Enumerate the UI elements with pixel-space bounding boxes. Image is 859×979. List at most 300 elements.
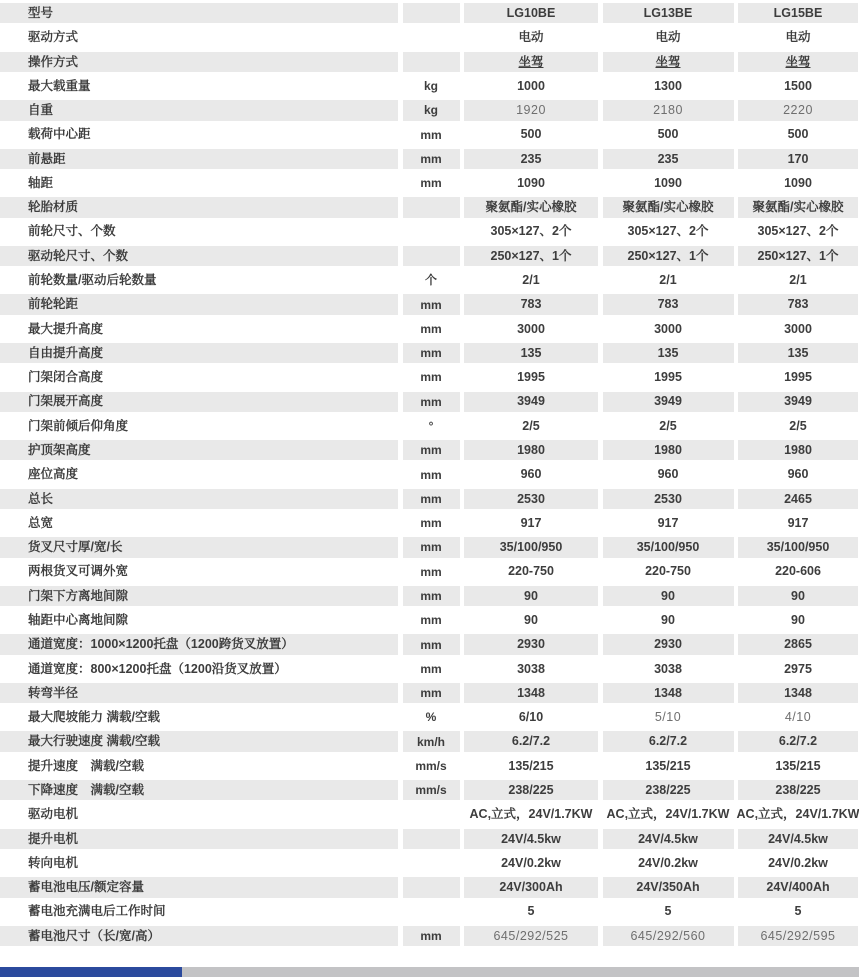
cell-text: mm/s bbox=[415, 783, 447, 798]
cell-text: ° bbox=[428, 418, 434, 433]
cell-text: 前轮尺寸、个数 bbox=[28, 224, 116, 239]
row-label bbox=[0, 634, 398, 654]
cell-text: 500 bbox=[657, 127, 679, 142]
cell-value bbox=[464, 561, 598, 581]
row-unit bbox=[403, 76, 460, 96]
cell-value bbox=[464, 659, 598, 679]
cell-text: 5/10 bbox=[654, 710, 682, 725]
cell-text: mm bbox=[420, 467, 442, 482]
cell-text: 135/215 bbox=[775, 758, 821, 773]
cell-text: mm/s bbox=[415, 758, 447, 773]
cell-text: 250×127、1个 bbox=[757, 248, 839, 263]
row-label bbox=[0, 489, 398, 509]
cell-value bbox=[603, 634, 734, 654]
cell-text: 917 bbox=[657, 515, 679, 530]
row-label bbox=[0, 829, 398, 849]
cell-text: 提升速度 满载/空载 bbox=[28, 758, 144, 773]
cell-value bbox=[738, 829, 858, 849]
row-unit bbox=[403, 173, 460, 193]
cell-text: 1995 bbox=[784, 370, 812, 385]
cell-text: 电动 bbox=[518, 30, 544, 45]
cell-text: 两根货叉可调外宽 bbox=[28, 564, 129, 579]
cell-text: mm bbox=[420, 661, 442, 676]
horizontal-scrollbar-thumb[interactable] bbox=[0, 967, 182, 977]
cell-text: 门架展开高度 bbox=[28, 394, 104, 409]
cell-text: 1995 bbox=[517, 370, 545, 385]
row-unit bbox=[403, 440, 460, 460]
cell-value bbox=[738, 3, 858, 23]
cell-value bbox=[603, 756, 734, 776]
cell-value bbox=[738, 343, 858, 363]
row-unit bbox=[403, 659, 460, 679]
cell-text: 驱动方式 bbox=[28, 30, 79, 45]
cell-value bbox=[464, 294, 598, 314]
cell-text: 960 bbox=[520, 467, 542, 482]
row-unit bbox=[403, 756, 460, 776]
cell-text: 305×127、2个 bbox=[627, 224, 709, 239]
cell-value bbox=[464, 246, 598, 266]
cell-value bbox=[464, 173, 598, 193]
row-unit bbox=[403, 294, 460, 314]
cell-value bbox=[603, 707, 734, 727]
cell-text: 24V/0.2kw bbox=[768, 855, 828, 870]
cell-text: 最大提升高度 bbox=[28, 321, 104, 336]
cell-text: 24V/4.5kw bbox=[501, 831, 561, 846]
cell-text: 1995 bbox=[654, 370, 682, 385]
cell-text: mm bbox=[420, 491, 442, 506]
cell-text: 24V/350Ah bbox=[636, 880, 700, 895]
cell-text: 35/100/950 bbox=[766, 540, 830, 555]
cell-value bbox=[603, 416, 734, 436]
row-unit bbox=[403, 683, 460, 703]
cell-text: 驱动电机 bbox=[28, 807, 79, 822]
cell-text: 90 bbox=[524, 588, 538, 603]
cell-text: 135 bbox=[520, 345, 542, 360]
cell-text: 1348 bbox=[784, 685, 812, 700]
cell-value bbox=[603, 901, 734, 921]
cell-text: mm bbox=[420, 928, 442, 943]
row-label bbox=[0, 100, 398, 120]
cell-value bbox=[738, 683, 858, 703]
row-label bbox=[0, 222, 398, 242]
cell-value bbox=[603, 926, 734, 946]
row-label bbox=[0, 901, 398, 921]
row-label bbox=[0, 52, 398, 72]
cell-text: mm bbox=[420, 613, 442, 628]
row-label bbox=[0, 561, 398, 581]
cell-text: 35/100/950 bbox=[499, 540, 563, 555]
cell-text: 货叉尺寸厚/宽/长 bbox=[28, 540, 123, 555]
row-label bbox=[0, 731, 398, 751]
cell-text: 6/10 bbox=[518, 710, 544, 725]
cell-value bbox=[464, 3, 598, 23]
cell-text: 2865 bbox=[784, 637, 812, 652]
cell-value bbox=[738, 877, 858, 897]
cell-value bbox=[464, 780, 598, 800]
cell-text: 蓄电池电压/额定容量 bbox=[28, 880, 144, 895]
row-unit bbox=[403, 149, 460, 169]
cell-text: mm bbox=[420, 321, 442, 336]
row-label bbox=[0, 586, 398, 606]
cell-value bbox=[464, 683, 598, 703]
cell-value bbox=[738, 52, 858, 72]
cell-value bbox=[738, 586, 858, 606]
cell-value bbox=[738, 270, 858, 290]
cell-value bbox=[464, 319, 598, 339]
cell-text: 转向电机 bbox=[28, 855, 79, 870]
cell-text: 自重 bbox=[28, 103, 54, 118]
cell-value bbox=[603, 464, 734, 484]
cell-text: kg bbox=[423, 79, 438, 94]
cell-text: 135 bbox=[657, 345, 679, 360]
cell-text: 前悬距 bbox=[28, 151, 66, 166]
cell-value bbox=[738, 926, 858, 946]
row-unit bbox=[403, 124, 460, 144]
cell-value bbox=[603, 853, 734, 873]
cell-text: 聚氨酯/实心橡胶 bbox=[622, 200, 714, 215]
cell-value bbox=[738, 124, 858, 144]
row-unit bbox=[403, 926, 460, 946]
cell-value bbox=[738, 610, 858, 630]
cell-value bbox=[603, 731, 734, 751]
cell-value bbox=[738, 804, 858, 824]
cell-value bbox=[738, 659, 858, 679]
cell-value bbox=[738, 76, 858, 96]
row-label bbox=[0, 124, 398, 144]
cell-value bbox=[603, 173, 734, 193]
cell-value bbox=[603, 610, 734, 630]
cell-text: 聚氨酯/实心橡胶 bbox=[752, 200, 844, 215]
row-unit bbox=[403, 489, 460, 509]
row-label bbox=[0, 343, 398, 363]
cell-text: 2/1 bbox=[659, 273, 677, 288]
row-unit bbox=[403, 367, 460, 387]
cell-text: 235 bbox=[657, 151, 679, 166]
horizontal-scrollbar-track[interactable] bbox=[0, 967, 859, 977]
cell-text: 3949 bbox=[654, 394, 682, 409]
cell-value bbox=[464, 27, 598, 47]
cell-text: 6.2/7.2 bbox=[511, 734, 551, 749]
cell-text: 电动 bbox=[655, 30, 681, 45]
row-label bbox=[0, 707, 398, 727]
cell-text: 24V/4.5kw bbox=[768, 831, 828, 846]
cell-value bbox=[464, 440, 598, 460]
cell-text: kg bbox=[423, 103, 438, 118]
cell-value bbox=[738, 27, 858, 47]
cell-value bbox=[603, 124, 734, 144]
cell-value bbox=[738, 197, 858, 217]
cell-text: 坐驾 bbox=[518, 54, 544, 69]
cell-value bbox=[464, 52, 598, 72]
cell-value bbox=[738, 173, 858, 193]
cell-text: mm bbox=[420, 588, 442, 603]
cell-text: 1348 bbox=[517, 685, 545, 700]
cell-text: 轮胎材质 bbox=[28, 200, 79, 215]
cell-text: 5 bbox=[664, 904, 672, 919]
cell-value bbox=[464, 610, 598, 630]
cell-value bbox=[603, 877, 734, 897]
cell-value bbox=[464, 853, 598, 873]
cell-text: 250×127、1个 bbox=[627, 248, 709, 263]
row-unit bbox=[403, 829, 460, 849]
cell-text: 917 bbox=[787, 515, 809, 530]
cell-text: 4/10 bbox=[784, 710, 812, 725]
row-unit bbox=[403, 853, 460, 873]
cell-text: 90 bbox=[791, 612, 805, 627]
row-label bbox=[0, 537, 398, 557]
cell-value bbox=[603, 586, 734, 606]
cell-text: 1920 bbox=[516, 103, 546, 118]
cell-value bbox=[603, 440, 734, 460]
cell-value bbox=[464, 756, 598, 776]
cell-text: LG10BE bbox=[506, 5, 556, 20]
cell-value bbox=[603, 3, 734, 23]
row-label bbox=[0, 3, 398, 23]
cell-text: 座位高度 bbox=[28, 467, 79, 482]
cell-value bbox=[464, 804, 598, 824]
cell-value bbox=[738, 901, 858, 921]
cell-text: 238/225 bbox=[775, 782, 821, 797]
cell-text: 135 bbox=[787, 345, 809, 360]
cell-value bbox=[464, 270, 598, 290]
cell-value bbox=[464, 877, 598, 897]
cell-text: 90 bbox=[661, 588, 675, 603]
cell-value bbox=[738, 149, 858, 169]
cell-text: LG15BE bbox=[773, 5, 823, 20]
cell-value bbox=[738, 246, 858, 266]
cell-text: 通道宽度：800×1200托盘（1200沿货叉放置） bbox=[28, 661, 287, 676]
cell-text: 1980 bbox=[517, 443, 545, 457]
cell-text: 5 bbox=[527, 904, 535, 919]
cell-value bbox=[603, 659, 734, 679]
row-unit bbox=[403, 319, 460, 339]
cell-value bbox=[603, 52, 734, 72]
row-label bbox=[0, 270, 398, 290]
row-unit bbox=[403, 270, 460, 290]
cell-text: 门架前倾后仰角度 bbox=[28, 418, 129, 433]
row-label bbox=[0, 780, 398, 800]
cell-text: mm bbox=[420, 346, 442, 361]
row-unit bbox=[403, 464, 460, 484]
cell-text: 3038 bbox=[517, 661, 545, 676]
cell-text: 3000 bbox=[517, 321, 545, 336]
cell-text: 1300 bbox=[654, 78, 682, 93]
cell-text: 蓄电池尺寸（长/宽/高） bbox=[28, 928, 160, 943]
cell-value bbox=[738, 392, 858, 412]
cell-value bbox=[603, 489, 734, 509]
cell-text: 载荷中心距 bbox=[28, 127, 91, 142]
cell-text: 5 bbox=[794, 904, 802, 919]
row-label bbox=[0, 197, 398, 217]
row-unit bbox=[403, 343, 460, 363]
cell-text: mm bbox=[420, 370, 442, 385]
cell-text: 960 bbox=[657, 467, 679, 482]
cell-text: LG13BE bbox=[643, 5, 693, 20]
cell-value bbox=[738, 440, 858, 460]
cell-value bbox=[464, 149, 598, 169]
cell-value bbox=[738, 367, 858, 387]
cell-value bbox=[738, 561, 858, 581]
cell-value bbox=[464, 537, 598, 557]
row-label bbox=[0, 513, 398, 533]
cell-text: % bbox=[425, 710, 437, 725]
cell-text: 通道宽度：1000×1200托盘（1200跨货叉放置） bbox=[28, 637, 294, 652]
row-label bbox=[0, 246, 398, 266]
cell-text: 235 bbox=[520, 151, 542, 166]
row-label bbox=[0, 319, 398, 339]
cell-text: 最大爬坡能力 满载/空载 bbox=[28, 710, 160, 725]
cell-text: 2/1 bbox=[522, 273, 540, 288]
cell-value bbox=[738, 513, 858, 533]
cell-text: 轴距中心离地间隙 bbox=[28, 612, 129, 627]
row-label bbox=[0, 464, 398, 484]
cell-text: 917 bbox=[520, 515, 542, 530]
cell-text: 1000 bbox=[517, 78, 545, 93]
cell-value bbox=[464, 634, 598, 654]
cell-text: mm bbox=[420, 176, 442, 191]
cell-text: 305×127、2个 bbox=[757, 224, 839, 239]
row-label bbox=[0, 76, 398, 96]
cell-text: 783 bbox=[657, 297, 679, 312]
cell-text: 操作方式 bbox=[28, 54, 79, 69]
cell-text: 24V/300Ah bbox=[499, 880, 563, 895]
cell-text: 783 bbox=[787, 297, 809, 312]
cell-text: mm bbox=[420, 151, 442, 166]
row-unit bbox=[403, 731, 460, 751]
row-unit bbox=[403, 804, 460, 824]
cell-text: 2530 bbox=[654, 491, 682, 506]
cell-value bbox=[464, 901, 598, 921]
cell-text: AC,立式，24V/1.7KW bbox=[606, 807, 730, 822]
cell-text: 总长 bbox=[28, 491, 54, 506]
cell-text: 电动 bbox=[785, 30, 811, 45]
cell-text: 24V/400Ah bbox=[766, 880, 830, 895]
cell-text: 总宽 bbox=[28, 515, 54, 530]
cell-value bbox=[464, 124, 598, 144]
row-label bbox=[0, 877, 398, 897]
cell-text: 2/5 bbox=[522, 418, 540, 433]
cell-text: 3000 bbox=[654, 321, 682, 336]
cell-text: 2/5 bbox=[659, 418, 677, 433]
cell-value bbox=[603, 513, 734, 533]
cell-value bbox=[603, 537, 734, 557]
cell-text: 24V/0.2kw bbox=[501, 855, 561, 870]
cell-text: 3949 bbox=[784, 394, 812, 409]
cell-value bbox=[464, 464, 598, 484]
row-unit bbox=[403, 513, 460, 533]
cell-text: 2930 bbox=[517, 637, 545, 652]
cell-value bbox=[738, 537, 858, 557]
cell-text: 1090 bbox=[654, 175, 682, 190]
cell-value bbox=[603, 100, 734, 120]
cell-text: 1500 bbox=[784, 78, 812, 93]
cell-text: 提升电机 bbox=[28, 831, 79, 846]
cell-text: 护顶架高度 bbox=[28, 443, 91, 457]
cell-text: 最大载重量 bbox=[28, 78, 91, 93]
cell-value bbox=[603, 294, 734, 314]
cell-value bbox=[738, 100, 858, 120]
cell-text: 轴距 bbox=[28, 175, 54, 190]
cell-value bbox=[603, 76, 734, 96]
cell-text: 24V/0.2kw bbox=[638, 855, 698, 870]
cell-value bbox=[603, 829, 734, 849]
cell-text: 2465 bbox=[784, 491, 812, 506]
cell-value bbox=[464, 222, 598, 242]
cell-value bbox=[464, 100, 598, 120]
cell-text: 3038 bbox=[654, 661, 682, 676]
row-unit bbox=[403, 707, 460, 727]
cell-value bbox=[738, 464, 858, 484]
cell-text: mm bbox=[420, 686, 442, 701]
cell-text: mm bbox=[420, 516, 442, 531]
row-label bbox=[0, 294, 398, 314]
cell-value bbox=[464, 416, 598, 436]
cell-value bbox=[738, 780, 858, 800]
row-unit bbox=[403, 197, 460, 217]
cell-value bbox=[464, 367, 598, 387]
cell-text: 1348 bbox=[654, 685, 682, 700]
cell-text: mm bbox=[420, 540, 442, 555]
cell-value bbox=[464, 586, 598, 606]
cell-value bbox=[603, 392, 734, 412]
cell-value bbox=[603, 246, 734, 266]
cell-text: 门架下方离地间隙 bbox=[28, 588, 129, 603]
row-label bbox=[0, 440, 398, 460]
cell-text: 转弯半径 bbox=[28, 685, 79, 700]
cell-text: 蓄电池充满电后工作时间 bbox=[28, 904, 166, 919]
cell-text: 220-606 bbox=[775, 564, 821, 579]
cell-text: 645/292/525 bbox=[493, 928, 569, 943]
cell-text: 个 bbox=[424, 273, 437, 288]
cell-text: 前轮数量/驱动后轮数量 bbox=[28, 273, 157, 288]
cell-text: AC,立式，24V/1.7KW bbox=[736, 807, 859, 822]
cell-value bbox=[738, 756, 858, 776]
row-label bbox=[0, 659, 398, 679]
cell-text: mm bbox=[420, 394, 442, 409]
cell-value bbox=[738, 294, 858, 314]
row-unit bbox=[403, 27, 460, 47]
cell-text: 645/292/560 bbox=[630, 928, 706, 943]
cell-text: 783 bbox=[520, 297, 542, 312]
row-label bbox=[0, 926, 398, 946]
cell-text: 135/215 bbox=[645, 758, 691, 773]
row-unit bbox=[403, 780, 460, 800]
cell-value bbox=[464, 343, 598, 363]
cell-text: 2180 bbox=[653, 103, 683, 118]
cell-text: 90 bbox=[524, 612, 538, 627]
cell-value bbox=[464, 731, 598, 751]
cell-text: 6.2/7.2 bbox=[648, 734, 688, 749]
cell-text: 前轮轮距 bbox=[28, 297, 79, 312]
cell-value bbox=[464, 76, 598, 96]
cell-text: 下降速度 满载/空载 bbox=[28, 782, 144, 797]
cell-value bbox=[738, 489, 858, 509]
cell-value bbox=[464, 707, 598, 727]
cell-text: 1980 bbox=[784, 443, 812, 457]
cell-value bbox=[603, 149, 734, 169]
cell-text: 自由提升高度 bbox=[28, 345, 104, 360]
cell-value bbox=[738, 853, 858, 873]
cell-text: 500 bbox=[787, 127, 809, 142]
row-unit bbox=[403, 634, 460, 654]
cell-value bbox=[738, 634, 858, 654]
row-unit bbox=[403, 537, 460, 557]
cell-text: 6.2/7.2 bbox=[778, 734, 818, 749]
cell-text: 170 bbox=[787, 151, 809, 166]
row-unit bbox=[403, 586, 460, 606]
row-unit bbox=[403, 52, 460, 72]
cell-text: 2220 bbox=[783, 103, 813, 118]
